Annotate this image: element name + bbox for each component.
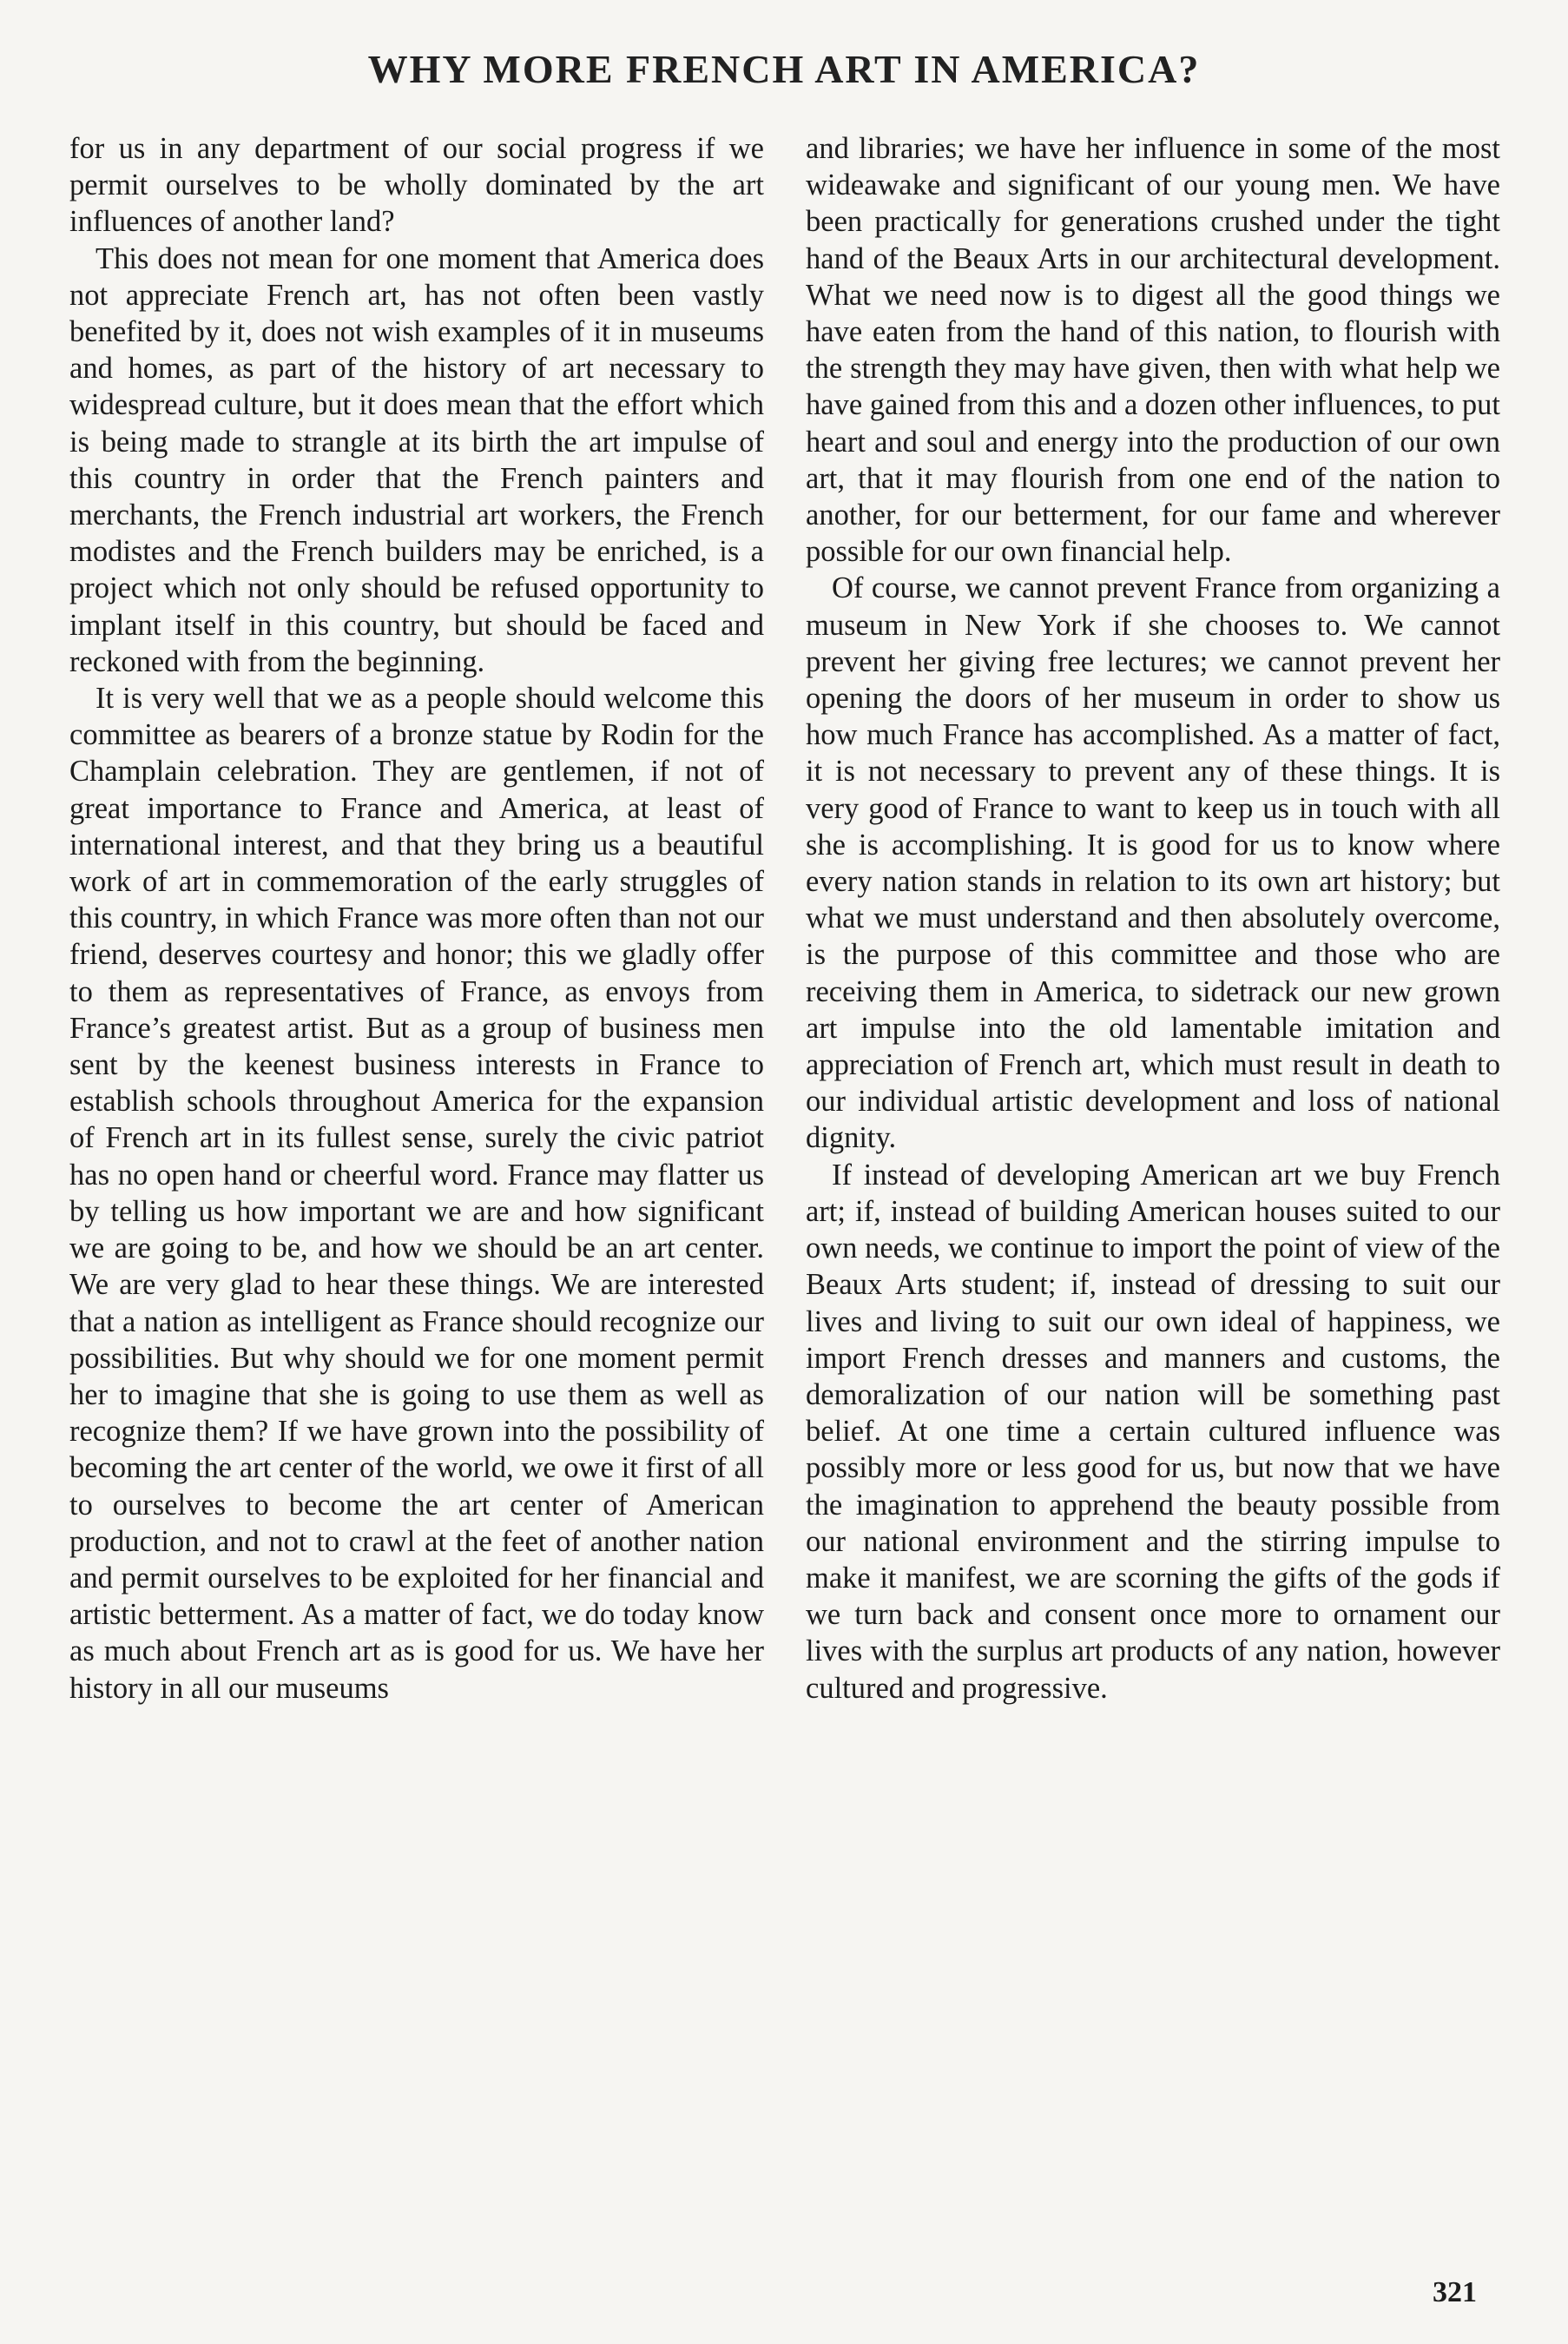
left-column bbox=[69, 130, 764, 1707]
page-number: 321 bbox=[1433, 2276, 1477, 2308]
right-column bbox=[806, 130, 1500, 1707]
paragraph: If instead of developing American art we buy French art; if, instead of building American houses suited to our own needs, we continue to import the point of view of the Beaux Arts student; if, instead of dressing to suit our lives and living to suit our own ideal of happiness, we import French dresses and manners and customs, the demoralization of our nation will be something past belief. At one time a certain cultured influence was possibly more or less good for us, but now that we have the imagination to apprehend the beauty possible from our national environment and the stirring impulse to make it manifest, we are scorning the gifts of the gods if we turn back and consent once more to ornament our lives with the surplus art products of any nation, however cultured and progressive. bbox=[806, 1158, 1500, 1705]
paragraph: Of course, we cannot prevent France from organizing a museum in New York if she chooses to. We cannot prevent her giving free lectures; we cannot prevent her opening the doors of her museum in order to show us how much France has accomplished. As a matter of fact, it is not necessary to prevent any of these things. It is very good of France to want to keep us in touch with all she is accomplishing. It is good for us to know where every nation stands in relation to its own art history; but what we must understand and then absolutely overcome, is the purpose of this committee and those who are receiving them in America, to sidetrack our new grown art impulse into the old lamentable imitation and appreciation of French art, which must result in death to our individual artistic development and loss of national dignity. bbox=[806, 571, 1500, 1155]
paragraph: This does not mean for one moment that America does not appreciate French art, has not often been vastly benefited by it, does not wish examples of it in museums and homes, as part of the history of art necessary to widespread culture, but it does mean that the effort which is being made to strangle at its birth the art impulse of this country in order that the French painters and merchants, the French industrial art workers, the French modistes and the French builders may be enriched, is a project which not only should be refused opportunity to implant itself in this country, but should be faced and reckoned with from the beginning. bbox=[69, 241, 764, 678]
paragraph: and libraries; we have her influence in some of the most wideawake and significant of our young men. We have been practically for generations crushed under the tight hand of the Beaux Arts in our architectural development. What we need now is to digest all the good things we have eaten from the hand of this nation, to flourish with the strength they may have given, then with what help we have gained from this and a dozen other influences, to put heart and soul and energy into the production of our own art, that it may flourish from one end of the nation to another, for our betterment, for our fame and wherever possible for our own financial help. bbox=[806, 132, 1500, 569]
paragraph: for us in any department of our social progress if we permit ourselves to be wholly dominated by the art influences of another land? bbox=[69, 132, 764, 239]
paragraph: It is very well that we as a people should welcome this committee as bearers of a bronze statue by Rodin for the Champlain celebration. They are gentlemen, if not of great importance to France and America, at least of international interest, and that they bring us a beautiful work of art in commemoration of the early struggles of this country, in which France was more often than not our friend, deserves courtesy and honor; this we gladly offer to them as representatives of France, as envoys from France’s greatest artist. But as a group of business men sent by the keenest business interests in France to establish schools throughout America for the expansion of French art in its fullest sense, surely the civic patriot has no open hand or cheerful word. France may flatter us by telling us how important we are and how significant we are going to be, and how we should be an art center. We are very glad to hear these things. We are interested that a nation as intelligent as France should recognize our possibilities. But why should we for one moment permit her to imagine that she is going to use them as well as recognize them? If we have grown into the possibility of becoming the art center of the world, we owe it first of all to ourselves to become the art center of American production, and not to crawl at the feet of another nation and permit ourselves to be exploited for her financial and artistic betterment. As a matter of fact, we do today know as much about French art as is good for us. We have her history in all our museums bbox=[69, 682, 764, 1705]
running-head-title: WHY MORE FRENCH ART IN AMERICA? bbox=[367, 47, 1201, 91]
